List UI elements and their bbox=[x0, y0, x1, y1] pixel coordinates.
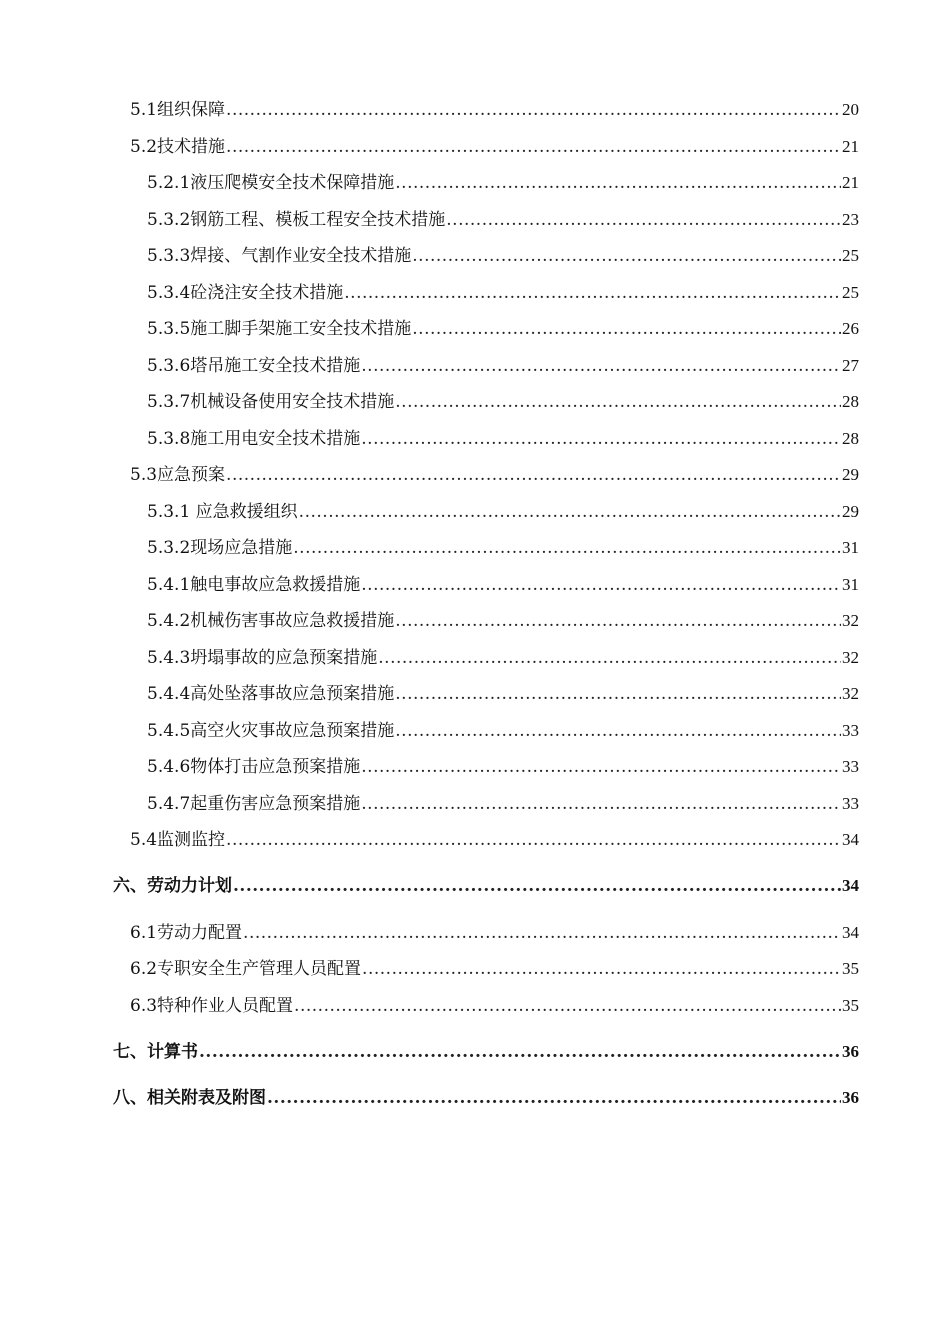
toc-entry[interactable] bbox=[147, 209, 859, 231]
toc-entry-title: 七、计算书 bbox=[113, 1042, 198, 1062]
toc-entry-title: 5.4.1触电事故应急救援措施 bbox=[147, 575, 361, 595]
toc-page-number: 33 bbox=[842, 757, 859, 776]
toc-leader-dots bbox=[361, 574, 841, 596]
toc-leader-dots bbox=[361, 428, 841, 450]
toc-leader-dots bbox=[446, 209, 841, 231]
toc-entry[interactable] bbox=[130, 136, 859, 158]
toc-page-number: 29 bbox=[842, 465, 859, 484]
toc-entry[interactable] bbox=[130, 958, 859, 980]
toc-entry-title: 6.3特种作业人员配置 bbox=[130, 996, 294, 1016]
toc-leader-dots bbox=[361, 793, 841, 815]
toc-leader-dots bbox=[395, 610, 841, 632]
toc-entry-title: 5.1组织保障 bbox=[130, 100, 226, 120]
toc-entry[interactable] bbox=[147, 501, 859, 523]
toc-page-number: 36 bbox=[842, 1042, 859, 1061]
toc-page-number: 25 bbox=[842, 283, 859, 302]
toc-entry-title: 八、相关附表及附图 bbox=[113, 1088, 266, 1108]
toc-page-number: 29 bbox=[842, 502, 859, 521]
toc-leader-dots bbox=[361, 756, 841, 778]
toc-entry-title: 5.2.1液压爬模安全技术保障措施 bbox=[147, 173, 395, 193]
toc-entry[interactable] bbox=[147, 318, 859, 340]
toc-entry[interactable] bbox=[130, 922, 859, 944]
toc-entry[interactable] bbox=[147, 537, 859, 559]
toc-entry-title: 5.3.2钢筋工程、模板工程安全技术措施 bbox=[147, 210, 446, 230]
toc-page-number: 35 bbox=[842, 959, 859, 978]
toc-entry-title: 5.3.8施工用电安全技术措施 bbox=[147, 429, 361, 449]
toc-leader-dots bbox=[344, 282, 841, 304]
toc-leader-dots bbox=[199, 1041, 841, 1063]
toc-leader-dots bbox=[412, 318, 841, 340]
toc-leader-dots bbox=[412, 245, 841, 267]
toc-entry-title: 6.2专职安全生产管理人员配置 bbox=[130, 959, 362, 979]
toc-entry[interactable] bbox=[147, 428, 859, 450]
toc-page-number: 33 bbox=[842, 794, 859, 813]
toc-entry[interactable] bbox=[147, 720, 859, 742]
toc-entry[interactable] bbox=[147, 391, 859, 413]
toc-entry[interactable] bbox=[147, 574, 859, 596]
toc-entry[interactable] bbox=[147, 172, 859, 194]
toc-entry-title: 5.4.2机械伤害事故应急救援措施 bbox=[147, 611, 395, 631]
toc-entry[interactable] bbox=[147, 683, 859, 705]
toc-page-number: 28 bbox=[842, 429, 859, 448]
toc-leader-dots bbox=[395, 172, 841, 194]
toc-leader-dots bbox=[395, 720, 841, 742]
toc-leader-dots bbox=[361, 355, 841, 377]
toc-chapter-entry[interactable] bbox=[113, 875, 859, 897]
toc-leader-dots bbox=[233, 875, 841, 897]
toc-chapter-entry[interactable] bbox=[113, 1087, 859, 1109]
toc-entry[interactable] bbox=[147, 282, 859, 304]
toc-page-number: 26 bbox=[842, 319, 859, 338]
toc-entry[interactable] bbox=[130, 464, 859, 486]
toc-entry[interactable] bbox=[147, 245, 859, 267]
toc-page-number: 32 bbox=[842, 684, 859, 703]
toc-entry[interactable] bbox=[147, 610, 859, 632]
toc-entry-title: 5.3.1 应急救援组织 bbox=[147, 502, 298, 522]
toc-leader-dots bbox=[226, 464, 841, 486]
toc-entry[interactable] bbox=[147, 647, 859, 669]
toc-entry-title: 5.3.3焊接、气割作业安全技术措施 bbox=[147, 246, 412, 266]
toc-entry-title: 5.2技术措施 bbox=[130, 137, 226, 157]
toc-entry[interactable] bbox=[130, 829, 859, 851]
toc-page-number: 34 bbox=[842, 876, 859, 895]
toc-entry[interactable] bbox=[147, 756, 859, 778]
toc-page-number: 31 bbox=[842, 538, 859, 557]
toc-entry-title: 5.3应急预案 bbox=[130, 465, 226, 485]
toc-chapter-entry[interactable] bbox=[113, 1041, 859, 1063]
toc-entry[interactable] bbox=[130, 995, 859, 1017]
toc-leader-dots bbox=[378, 647, 841, 669]
toc-page-number: 20 bbox=[842, 100, 859, 119]
toc-leader-dots bbox=[267, 1087, 841, 1109]
toc-entry[interactable] bbox=[147, 793, 859, 815]
toc-leader-dots bbox=[243, 922, 841, 944]
toc-page-number: 21 bbox=[842, 173, 859, 192]
toc-entry[interactable] bbox=[147, 355, 859, 377]
toc-entry-title: 5.3.5施工脚手架施工安全技术措施 bbox=[147, 319, 412, 339]
toc-leader-dots bbox=[226, 829, 841, 851]
toc-leader-dots bbox=[362, 958, 841, 980]
toc-page-number: 33 bbox=[842, 721, 859, 740]
toc-entry-title: 6.1劳动力配置 bbox=[130, 923, 243, 943]
toc-leader-dots bbox=[226, 99, 841, 121]
toc-entry-title: 5.3.6塔吊施工安全技术措施 bbox=[147, 356, 361, 376]
toc-page-number: 34 bbox=[842, 830, 859, 849]
toc-leader-dots bbox=[293, 537, 841, 559]
toc-page-number: 23 bbox=[842, 210, 859, 229]
toc-page-number: 32 bbox=[842, 648, 859, 667]
toc-page-number: 25 bbox=[842, 246, 859, 265]
toc-entry-title: 5.4.6物体打击应急预案措施 bbox=[147, 757, 361, 777]
toc-page-number: 27 bbox=[842, 356, 859, 375]
toc-leader-dots bbox=[294, 995, 841, 1017]
toc-page-number: 28 bbox=[842, 392, 859, 411]
toc-entry-title: 5.3.2现场应急措施 bbox=[147, 538, 293, 558]
toc-entry-title: 5.3.7机械设备使用安全技术措施 bbox=[147, 392, 395, 412]
toc-entry-title: 5.4.7起重伤害应急预案措施 bbox=[147, 794, 361, 814]
toc-page-number: 35 bbox=[842, 996, 859, 1015]
toc-entry-title: 5.3.4砼浇注安全技术措施 bbox=[147, 283, 344, 303]
toc-page-number: 21 bbox=[842, 137, 859, 156]
toc-entry[interactable] bbox=[130, 99, 859, 121]
toc-entry-title: 5.4监测监控 bbox=[130, 830, 226, 850]
toc-entry-title: 5.4.4高处坠落事故应急预案措施 bbox=[147, 684, 395, 704]
toc-leader-dots bbox=[395, 683, 841, 705]
toc-page-number: 32 bbox=[842, 611, 859, 630]
toc-page-number: 31 bbox=[842, 575, 859, 594]
toc-entry-title: 六、劳动力计划 bbox=[113, 876, 232, 896]
toc-entry-title: 5.4.5高空火灾事故应急预案措施 bbox=[147, 721, 395, 741]
toc-page-number: 34 bbox=[842, 923, 859, 942]
toc-leader-dots bbox=[395, 391, 841, 413]
toc-leader-dots bbox=[299, 501, 841, 523]
toc-page-number: 36 bbox=[842, 1088, 859, 1107]
toc-entry-title: 5.4.3坍塌事故的应急预案措施 bbox=[147, 648, 378, 668]
toc-leader-dots bbox=[226, 136, 841, 158]
